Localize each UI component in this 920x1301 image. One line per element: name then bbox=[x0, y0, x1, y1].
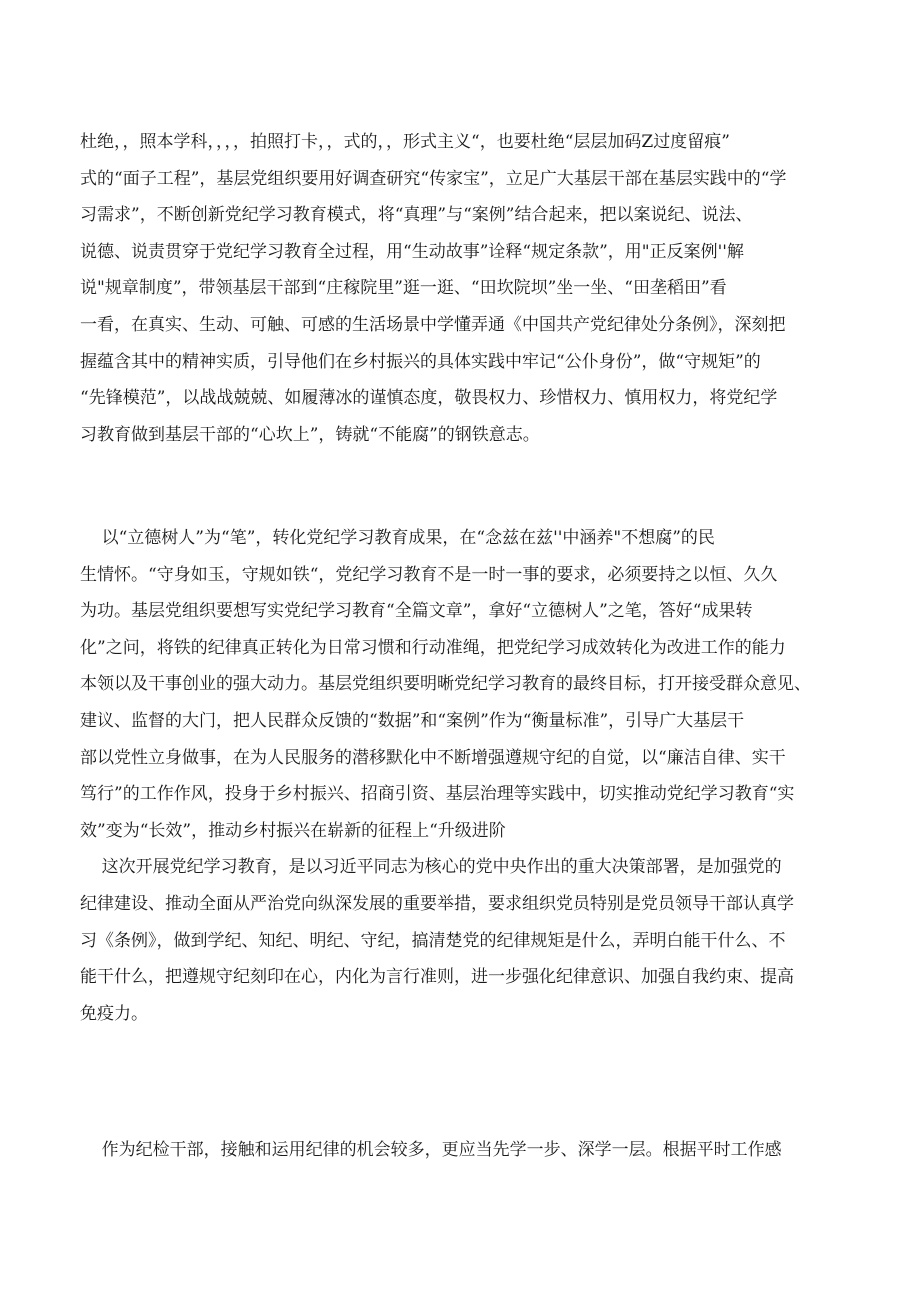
text-line: 握蕴含其中的精神实质，引导他们在乡村振兴的具体实践中牢记“公仆身份”，做“守规矩”的 bbox=[80, 351, 761, 372]
text-line: 这次开展党纪学习教育，是以习近平同志为核心的党中央作出的重大决策部署，是加强党的 bbox=[80, 857, 782, 878]
text-line: 说"规章制度”，带领基层干部到“庄稼院里”逛一逛、“田坎院坝”坐一坐、“田垄稻田”看 bbox=[80, 278, 727, 299]
text-line: 作为纪检干部，接触和运用纪律的机会较多，更应当先学一步、深学一层。根据平时工作感 bbox=[80, 1140, 782, 1160]
text-line: 生情怀。“守身如玉，守规如铁“，党纪学习教育不是一时一事的要求，必须要持之以恒、久久 bbox=[80, 564, 778, 585]
text-line: 本领以及干事创业的强大动力。基层党组织要明晰党纪学习教育的最终目标，打开接受群众意见、 bbox=[80, 674, 811, 695]
text-line: 习《条例》，做到学纪、知纪、明纪、守纪，搞清楚党的纪律规矩是什么，弄明白能干什么、不 bbox=[80, 930, 786, 951]
text-line: 部以党性立身做事，在为人民服务的潜移默化中不断增强遵规守纪的自觉，以“廉洁自律、实干 bbox=[80, 747, 786, 768]
text-line: 习教育做到基层干部的“心坎上”，铸就“不能腐”的钢铁意志。 bbox=[80, 424, 540, 445]
text-line: 说德、说责贯穿于党纪学习教育全过程，用“生动故事”诠释“规定条款”，用"正反案例''解 bbox=[80, 241, 744, 262]
paragraph-1 bbox=[80, 124, 855, 453]
paragraph-2 bbox=[80, 520, 855, 1032]
text-line: 建议、监督的大门，把人民群众反馈的“数据”和“案例”作为“衡量标准”，引导广大基层干 bbox=[80, 710, 745, 731]
text-line: 纪律建设、推动全面从严治党向纵深发展的重要举措，要求组织党员特别是党员领导干部认真学 bbox=[80, 893, 794, 914]
text-line: 一看，在真实、生动、可触、可感的生活场景中学懂弄通《中国共产党纪律处分条例》，深刻把 bbox=[80, 314, 786, 335]
text-line: 化”之问，将铁的纪律真正转化为日常习惯和行动准绳，把党纪学习成效转化为改进工作的能力 bbox=[80, 637, 786, 658]
text-line: 效”变为“长效”，推动乡村振兴在崭新的征程上“升级进阶 bbox=[80, 820, 506, 841]
paragraph-3 bbox=[80, 1132, 855, 1169]
text-line: 免疫力。 bbox=[80, 1003, 148, 1024]
text-line: 习需求”，不断创新党纪学习教育模式，将“真理”与“案例”结合起来，把以案说纪、说法、 bbox=[80, 205, 753, 226]
text-line: 能干什么，把遵规守纪刻印在心，内化为言行准则，进一步强化纪律意识、加强自我约束、提高 bbox=[80, 967, 794, 988]
text-line: 杜绝，，照本学科，，，，拍照打卡，，式的，，形式主义“，也要杜绝“层层加码Z过度留痕” bbox=[80, 132, 730, 152]
text-line: “先锋模范”，以战战兢兢、如履薄冰的谨慎态度，敬畏权力、珍惜权力、慎用权力，将党纪学 bbox=[80, 388, 778, 409]
text-line: 以“立德树人”为“笔”，转化党纪学习教育成果，在“念兹在兹''中涵养"不想腐”的民 bbox=[80, 528, 715, 548]
text-line: 为功。基层党组织要想写实党纪学习教育“全篇文章”，拿好“立德树人”之笔，答好“成果转 bbox=[80, 601, 753, 622]
text-line: 笃行”的工作作风，投身于乡村振兴、招商引资、基层治理等实践中，切实推动党纪学习教育“实 bbox=[80, 784, 795, 805]
text-line: 式的“面子工程”，基层党组织要用好调查研究“传家宝”，立足广大基层干部在基层实践中的“学 bbox=[80, 168, 787, 189]
